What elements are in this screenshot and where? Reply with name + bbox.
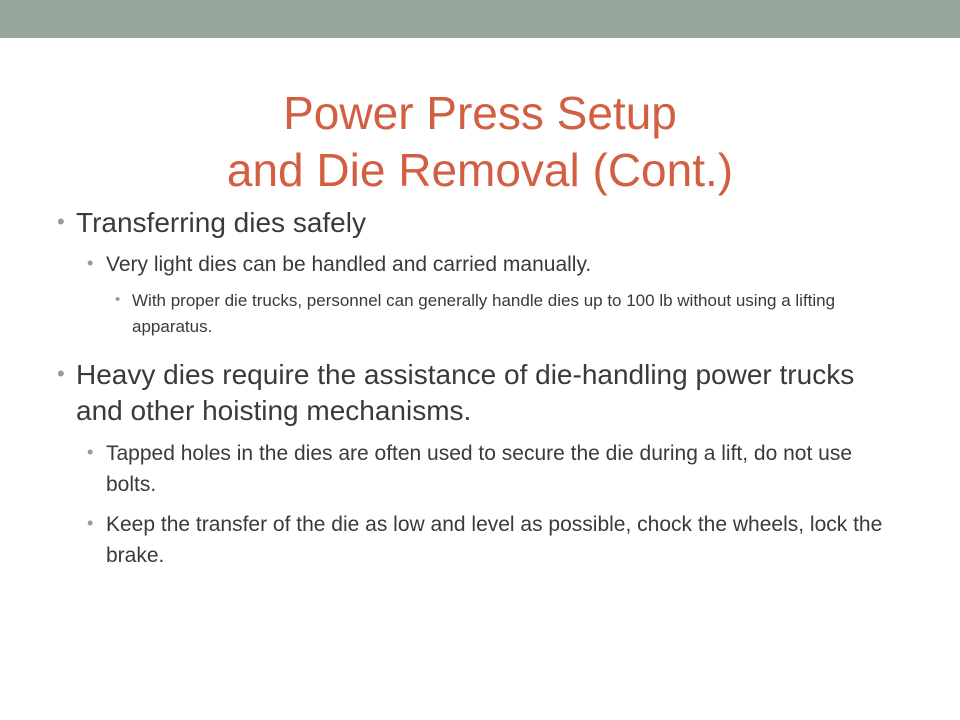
bullet-list: [56, 205, 906, 571]
title-line-1: Power Press Setup: [283, 86, 677, 139]
bullet-dot-icon: •: [115, 291, 121, 308]
bullet-text: With proper die trucks, personnel can generally handle dies up to 100 lb without using a lifting apparatus.: [132, 291, 836, 336]
bullet-text: Transferring dies safely: [76, 207, 366, 238]
bullet-dot-icon: •: [87, 442, 94, 462]
bullet-item-level-1: [56, 357, 906, 429]
bullet-text: Keep the transfer of the die as low and level as possible, chock the wheels, lock the brake.: [106, 513, 883, 567]
bullet-dot-icon: •: [87, 253, 94, 273]
bullet-text: Very light dies can be handled and carried manually.: [106, 253, 592, 276]
bullet-text: Heavy dies require the assistance of die-handling power trucks and other hoisting mechanisms.: [76, 359, 855, 426]
bullet-dot-icon: •: [87, 513, 94, 533]
header-band: [0, 0, 960, 38]
bullet-item-level-1: [56, 205, 906, 241]
title-line-2: and Die Removal (Cont.): [226, 143, 734, 196]
bullet-dot-icon: •: [57, 361, 65, 386]
bullet-item-level-3: [56, 288, 906, 340]
slide-title: [0, 85, 960, 199]
bullet-dot-icon: •: [57, 209, 65, 234]
bullet-item-level-2: [56, 249, 906, 280]
bullet-item-level-2: [56, 509, 906, 571]
bullet-item-level-2: [56, 438, 906, 500]
bullet-text: Tapped holes in the dies are often used to secure the die during a lift, do not use bolts.: [106, 442, 853, 496]
